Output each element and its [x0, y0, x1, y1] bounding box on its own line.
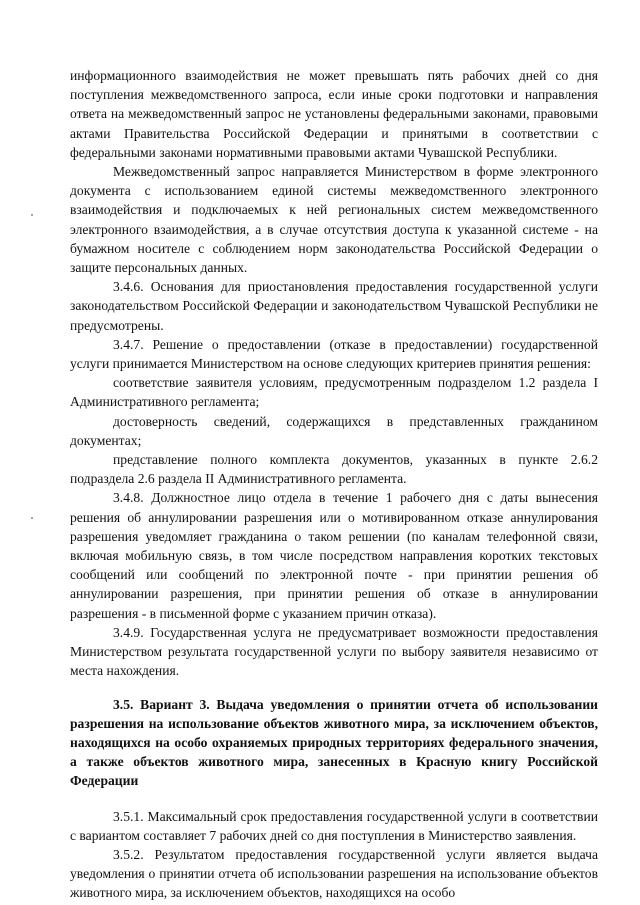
paragraph: 3.4.9. Государственная услуга не предусматривает возможности предоставления Министерством результата государственной услуги по выбору заявителя независимо от места нахождения. — [70, 624, 598, 679]
paragraph: соответствие заявителя условиям, предусмотренным подразделом 1.2 раздела I Административного регламента; — [70, 375, 598, 410]
section-heading: 3.5. Вариант 3. Выдача уведомления о принятии отчета об использовании разрешения на использование объектов животного мира, за исключением объектов, находящихся на особо охраняемых природных территориях федерального значения, а также объектов животного мира, занесенных в Красную книгу Российской Федерации — [70, 696, 598, 789]
paragraph: информационного взаимодействия не может превышать пять рабочих дней со дня поступления межведомственного запроса, если иные сроки подготовки и направления ответа на межведомственный запрос не установлены федеральными законами, правовыми актами Правительства Российской Федерации и принятыми в соответствии с федеральными законами нормативными правовыми актами Чувашской Республики. — [70, 68, 598, 160]
paragraph: представление полного комплекта документов, указанных в пункте 2.6.2 подраздела 2.6 раздела II Административного регламента. — [70, 452, 598, 487]
paragraph: 3.4.8. Должностное лицо отдела в течение 1 рабочего дня с даты вынесения решения об аннулировании разрешения или о мотивированном отказе аннулирования разрешения уведомляет гражданина о таком решении (по каналам телефонной связи, включая мобильную связь, в том числе посредством направления коротких текстовых сообщений или сообщений по электронной почте - при принятии решения об аннулировании разрешения, при принятии решения об отказе в аннулировании разрешения - в письменной форме с указанием причин отказа). — [70, 490, 598, 621]
paragraph: достоверность сведений, содержащихся в представленных гражданином документах; — [70, 413, 598, 448]
paragraph: 3.4.6. Основания для приостановления предоставления государственной услуги законодательством Российской Федерации и законодательством Чувашской Республики не предусмотрены. — [70, 279, 598, 333]
scan-speck — [31, 517, 33, 519]
paragraph: 3.4.7. Решение о предоставлении (отказе в предоставлении) государственной услуги принимается Министерством на основе следующих критериев принятия решения: — [70, 336, 598, 372]
document-body — [70, 66, 598, 903]
paragraph: Межведомственный запрос направляется Министерством в форме электронного документа с использованием единой системы межведомственного электронного взаимодействия и подключаемых к ней региональных систем межведомственного электронного взаимодействия, а в случае отсутствия доступа к указанной системе - на бумажном носителе с соблюдением норм законодательства Российской Федерации о защите персональных данных. — [70, 164, 598, 276]
paragraph: 3.5.1. Максимальный срок предоставления государственной услуги в соответствии с вариантом составляет 7 рабочих дней со дня поступления в Министерство заявления. — [70, 808, 598, 843]
scan-speck — [31, 214, 33, 216]
paragraph: 3.5.2. Результатом предоставления государственной услуги является выдача уведомления о принятии отчета об использовании разрешения на использование объектов животного мира, за исключением объектов, находящихся на особо — [70, 846, 598, 901]
